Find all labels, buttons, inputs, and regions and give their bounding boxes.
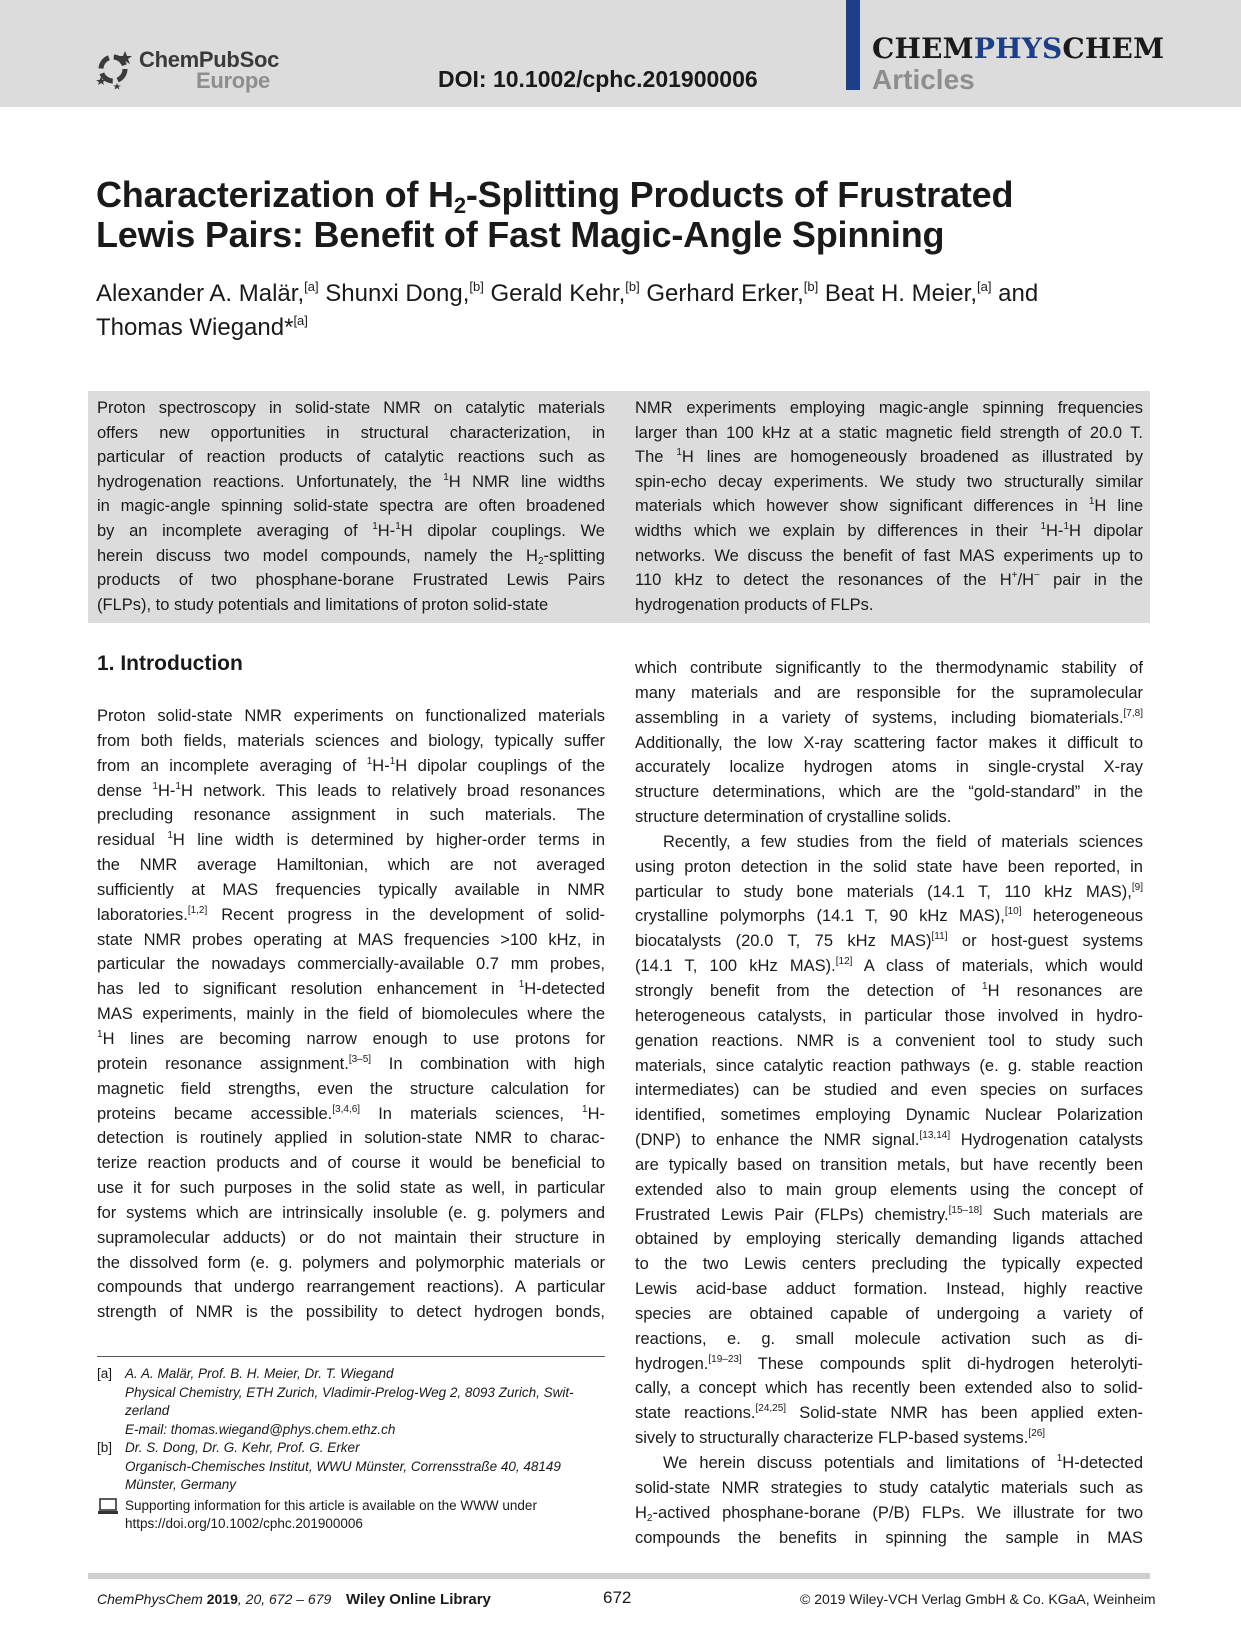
text-line: products of two phosphane-borane Frustrated Lewis Pairs	[97, 571, 605, 590]
text-line: NMR experiments employing magic-angle spinning frequencies	[635, 399, 1143, 417]
footnote-b-line: Organisch-Chemisches Institut, WWU Münster, Corrensstraße 40, 48149	[125, 1458, 561, 1474]
supporting-info-text: Supporting information for this article is available on the WWW under	[125, 1497, 537, 1513]
text-line: Proton spectroscopy in solid-state NMR on catalytic materials	[97, 399, 605, 417]
text-line: accurately localize hydrogen atoms in single-crystal X-ray	[635, 758, 1143, 777]
footnote-divider	[97, 1356, 605, 1357]
text-line: biocatalysts (20.0 T, 75 kHz MAS)[11] or host-guest systems	[635, 931, 1143, 951]
text-line: dense $^1$H-$^1$H network. This leads to relatively broad resonances	[97, 780, 605, 800]
footnotes	[97, 1365, 605, 1534]
article-title	[96, 175, 1156, 255]
text-line: larger than 100 kHz at a static magnetic field strength of 20.0 T.	[635, 423, 1143, 442]
publisher-logo[interactable]	[95, 47, 295, 97]
logo-text-chempubsoc: ChemPubSoc	[139, 47, 280, 72]
text-line: heterogeneous catalysts, in particular those involved in hydro-	[635, 1006, 1143, 1025]
footnote-b-line: Münster, Germany	[125, 1477, 237, 1492]
text-line: protein resonance assignment.[3–5] In combination with high	[97, 1053, 606, 1073]
footnote-a-line: zerland	[125, 1403, 170, 1418]
text-line: extended also to main group elements using the concept of	[635, 1180, 1143, 1199]
text-line: hydrogenation products of FLPs.	[635, 595, 874, 614]
text-line: MAS experiments, mainly in the field of biomolecules where the	[97, 1005, 605, 1024]
footer-citation: ChemPhysChem 2019, 20, 672 – 679	[97, 1591, 332, 1607]
body-right-column	[635, 656, 1143, 1550]
journal-name: CHEMPHYSCHEM	[872, 32, 1165, 65]
text-line: networks. We discuss the benefit of fast MAS experiments up to	[635, 546, 1143, 565]
text-line: hydrogenation reactions. Unfortunately, the $^1$H NMR line widths	[97, 471, 605, 491]
text-line: genation reactions. NMR is a convenient tool to study such	[635, 1031, 1143, 1050]
doi[interactable]: DOI: 10.1002/cphc.201900006	[438, 66, 758, 92]
footer-bar	[88, 1573, 1150, 1579]
text-line: from an incomplete averaging of $^1$H-$^1$H dipolar couplings of the	[97, 755, 605, 775]
text-line: spin-echo decay experiments. We study two structurally similar	[635, 472, 1143, 491]
text-line: identified, sometimes employing Dynamic Nuclear Polarization	[635, 1106, 1143, 1125]
journal-accent-bar	[846, 0, 860, 90]
text-line: materials, since catalytic reaction pathways (e. g. stable reaction	[635, 1056, 1143, 1075]
text-line: which contribute significantly to the thermodynamic stability of	[635, 659, 1143, 677]
text-line: state NMR probes operating at MAS frequencies >100 kHz, in	[97, 930, 605, 949]
text-line: Lewis acid-base adduct formation. Instead, highly reactive	[635, 1280, 1143, 1299]
text-line: particular of reaction products of catalytic reactions such as	[97, 448, 605, 467]
text-line: herein discuss two model compounds, namely the $H_2$-splitting	[97, 546, 605, 567]
text-line: by an incomplete averaging of $^1$H-$^1$H dipolar couplings. We	[97, 520, 605, 540]
title-line-1: Characterization of $H_2$-Splitting Products of Frustrated	[96, 174, 1014, 218]
text-line: in magic-angle spinning solid-state spectra are often broadened	[97, 497, 605, 516]
text-line: to the two Lewis centers precluding the typically expected	[635, 1255, 1143, 1274]
text-line: We herein discuss potentials and limitations of $^1$H-detected	[663, 1453, 1143, 1472]
article-type: Articles	[872, 64, 975, 95]
text-line: offers new opportunities in structural characterization, in	[97, 423, 605, 442]
text-line: sively to structurally characterize FLP-based systems.[26]	[635, 1428, 1046, 1448]
text-line: Recently, a few studies from the field of materials sciences	[663, 832, 1143, 851]
text-line: $^1$H lines are becoming narrow enough to use protons for	[97, 1028, 605, 1048]
supporting-info-note	[97, 1497, 605, 1534]
footnote-a: [a] A. A. Malär, Prof. B. H. Meier, Dr. T. Wiegand Physical Chemistry, ETH Zurich, Vladimir-Prelog-Weg 2, 8093 Zurich, Swit- zerland E-mail: thomas.wiegand@phys.chem.ethz.ch	[97, 1365, 605, 1439]
abstract-left	[97, 396, 605, 617]
footnote-a-email[interactable]: E-mail: thomas.wiegand@phys.chem.ethz.ch	[125, 1421, 396, 1437]
text-line: Additionally, the low X-ray scattering factor makes it difficult to	[635, 733, 1143, 752]
text-line: the NMR average Hamiltonian, which are not averaged	[97, 856, 605, 875]
text-line: particular the nowadays commercially-available 0.7 mm probes,	[97, 955, 605, 974]
text-line: Proton solid-state NMR experiments on functionalized materials	[97, 707, 605, 725]
abstract-right	[635, 396, 1143, 617]
page-number: 672	[603, 1588, 632, 1607]
text-line: laboratories.[1,2] Recent progress in the development of solid-	[97, 904, 605, 924]
text-line: reactions, e. g. small molecule activation such as di-	[635, 1329, 1143, 1348]
text-line: $H_2$-actived phosphane-borane (P/B) FLPs. We illustrate for two	[635, 1503, 1143, 1524]
text-line: structure determination of crystalline solids.	[635, 808, 952, 827]
text-line: for systems which are intrinsically insoluble (e. g. polymers and	[97, 1203, 605, 1222]
text-line: The $^1$H lines are homogeneously broadened as illustrated by	[635, 447, 1143, 467]
text-line: the dissolved form (e. g. polymers and polymorphic materials or	[97, 1253, 605, 1272]
text-line: 110 kHz to detect the resonances of the H+/H− pair in the	[635, 570, 1144, 590]
footnote-a-line: A. A. Malär, Prof. B. H. Meier, Dr. T. Wiegand	[125, 1366, 394, 1381]
text-line: use it for such purposes in the solid state as well, in particular	[97, 1179, 605, 1198]
text-line: state reactions.[24,25] Solid-state NMR has been applied exten-	[635, 1403, 1144, 1423]
supporting-info-link[interactable]: https://doi.org/10.1002/cphc.201900006	[125, 1516, 363, 1531]
body-left-column	[97, 704, 605, 1325]
text-line: has led to significant resolution enhancement in $^1$H-detected	[97, 979, 605, 999]
text-line: are typically based on transition metals, but have recently been	[635, 1155, 1143, 1174]
text-line: magnetic field strengths, even the structure calculation for	[97, 1079, 605, 1098]
computer-icon	[97, 1498, 119, 1516]
text-line: hydrogen.[19–23] These compounds split di-hydrogen heterolyti-	[635, 1353, 1143, 1373]
text-line: cally, a concept which has recently been extended also to solid-	[635, 1379, 1143, 1398]
wiley-online-library-link[interactable]: Wiley Online Library	[346, 1591, 491, 1608]
text-line: particular to study bone materials (14.1 T, 110 kHz MAS),[9]	[635, 881, 1143, 901]
text-line: using proton detection in the solid state have been reported, in	[635, 857, 1143, 876]
text-line: Frustrated Lewis Pair (FLPs) chemistry.[15–18] Such materials are	[635, 1204, 1143, 1224]
text-line: intermediates) can be studied and even species on surfaces	[635, 1081, 1143, 1100]
text-line: proteins became accessible.[3,4,6] In materials sciences, $^1$H-	[97, 1103, 605, 1123]
chempubsoc-logo-icon	[95, 47, 135, 91]
text-line: residual $^1$H line width is determined by higher-order terms in	[97, 830, 606, 850]
text-line: crystalline polymorphs (14.1 T, 90 kHz MAS),[10] heterogeneous	[635, 906, 1143, 926]
text-line: compounds that undergo rearrangement reactions). A particular	[97, 1278, 605, 1297]
text-line: terize reaction products and of course it would be beneficial to	[97, 1154, 605, 1173]
text-line: supramolecular adducts) or do not maintain their structure in	[97, 1228, 605, 1247]
text-line: many materials and are responsible for the supramolecular	[635, 683, 1143, 702]
text-line: materials which however show significant differences in $^1$H line	[635, 496, 1143, 516]
text-line: obtained by employing sterically demanding ligands attached	[635, 1230, 1143, 1249]
text-line: (DNP) to enhance the NMR signal.[13,14] Hydrogenation catalysts	[635, 1130, 1143, 1150]
logo-text-europe: Europe	[196, 68, 270, 93]
section-heading: 1. Introduction	[97, 652, 243, 675]
text-line: precluding resonance assignment in such materials. The	[97, 806, 605, 825]
copyright: © 2019 Wiley-VCH Verlag GmbH & Co. KGaA, Weinheim	[800, 1591, 1156, 1607]
text-line: strength of NMR is the possibility to detect hydrogen bonds,	[97, 1303, 605, 1322]
text-line: from both fields, materials sciences and biology, typically suffer	[97, 731, 605, 750]
text-line: (FLPs), to study potentials and limitations of proton solid-state	[97, 595, 549, 614]
text-line: (14.1 T, 100 kHz MAS).[12] A class of materials, which would	[635, 956, 1144, 976]
text-line: solid-state NMR strategies to study catalytic materials such as	[635, 1478, 1143, 1497]
footnote-b-line: Dr. S. Dong, Dr. G. Kehr, Prof. G. Erker	[125, 1440, 360, 1455]
text-line: structure determinations, which are the “gold-standard” in the	[635, 783, 1143, 802]
footnote-a-line: Physical Chemistry, ETH Zurich, Vladimir-Prelog-Weg 2, 8093 Zurich, Swit-	[125, 1384, 574, 1400]
text-line: detection is routinely applied in solution-state NMR to charac-	[97, 1129, 605, 1148]
footnote-b: [b] Dr. S. Dong, Dr. G. Kehr, Prof. G. Erker Organisch-Chemisches Institut, WWU Münster, Corrensstraße 40, 48149 Münster, Germany	[97, 1439, 605, 1495]
text-line: strongly benefit from the detection of $^1$H resonances are	[635, 980, 1143, 1000]
text-line: widths which we explain by differences in their $^1$H-$^1$H dipolar	[635, 520, 1143, 540]
author-list: Alexander A. Malär,[a] Shunxi Dong,[b] Gerald Kehr,[b] Gerhard Erker,[b] Beat H. Meier,[a] and Thomas Wiegand*[a]	[96, 279, 1039, 341]
text-line: assembling in a variety of systems, including biomaterials.[7,8]	[635, 707, 1143, 727]
text-line: compounds the benefits in spinning the sample in MAS	[635, 1528, 1143, 1547]
text-line: sufficiently at MAS frequencies typically available in NMR	[97, 880, 605, 899]
text-line: species are obtained capable of undergoing a variety of	[635, 1304, 1143, 1323]
title-line-2: Lewis Pairs: Benefit of Fast Magic-Angle Spinning	[96, 214, 945, 255]
